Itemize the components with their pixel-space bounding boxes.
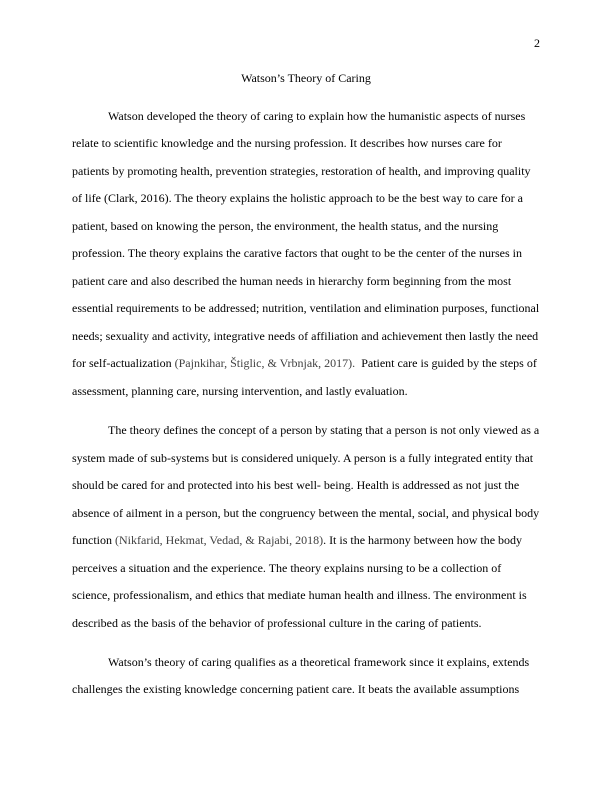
citation: (Nikfarid, Hekmat, Vedad, & Rajabi, 2018) (115, 533, 324, 547)
paragraph-2-line-7: science, professionalism, and ethics that mediate human health and illness. The environment is (72, 588, 527, 602)
text-run: . It is the harmony between how the body (323, 533, 523, 547)
paragraph-2-line-5 (72, 533, 522, 547)
paragraph-2-line-6: perceives a situation and the experience. The theory explains nursing to be a collection of (72, 561, 502, 575)
page-number: 2 (534, 36, 540, 50)
paragraph-1-line-4: of life (Clark, 2016). The theory explains the holistic approach to be the best way to care for a (72, 191, 523, 205)
paragraph-1-line-5: patient, based on knowing the person, the environment, the health status, and the nursing (72, 219, 499, 233)
paragraph-3-line-2: challenges the existing knowledge concerning patient care. It beats the available assumptions (72, 682, 520, 696)
paragraph-2-line-2: system made of sub-systems but is considered uniquely. A person is a fully integrated entity that (72, 451, 534, 465)
citation: (Pajnkihar, Štiglic, & Vrbnjak, 2017). (174, 356, 356, 370)
paragraph-2-line-8: described as the basis of the behavior of professional culture in the caring of patients. (72, 616, 482, 630)
paragraph-1-line-2: relate to scientific knowledge and the nursing profession. It describes how nurses care for (72, 136, 502, 150)
paragraph-2-line-3: should be cared for and protected into his best well- being. Health is addressed as not just the (72, 478, 520, 492)
paragraph-1-line-3: patients by promoting health, prevention strategies, restoration of health, and improving quality (72, 164, 531, 178)
paragraph-1-line-10 (72, 356, 537, 370)
paragraph-1-line-9: needs; sexuality and activity, integrative needs of affiliation and achievement then lastly the need (72, 329, 539, 343)
paragraph-2-line-1: The theory defines the concept of a person by stating that a person is not only viewed as a (108, 423, 540, 437)
document-title: Watson’s Theory of Caring (241, 71, 371, 85)
text-run: Patient care is guided by the steps of (355, 356, 537, 370)
paragraph-1-line-8: essential requirements to be addressed; nutrition, ventilation and elimination purposes, functional (72, 301, 540, 315)
paragraph-1-line-6: profession. The theory explains the carative factors that ought to be the center of the nurses in (72, 246, 522, 260)
paragraph-1-line-1: Watson developed the theory of caring to explain how the humanistic aspects of nurses (108, 109, 526, 123)
text-run: function (72, 533, 115, 547)
paragraph-2-line-4: absence of ailment in a person, but the congruency between the mental, social, and physical body (72, 506, 540, 520)
paragraph-1-line-11: assessment, planning care, nursing intervention, and lastly evaluation. (72, 384, 408, 398)
text-run: for self-actualization (72, 356, 175, 370)
paragraph-1-line-7: patient care and also described the human needs in hierarchy form beginning from the most (72, 274, 512, 288)
paragraph-3-line-1: Watson’s theory of caring qualifies as a theoretical framework since it explains, extends (108, 655, 530, 669)
